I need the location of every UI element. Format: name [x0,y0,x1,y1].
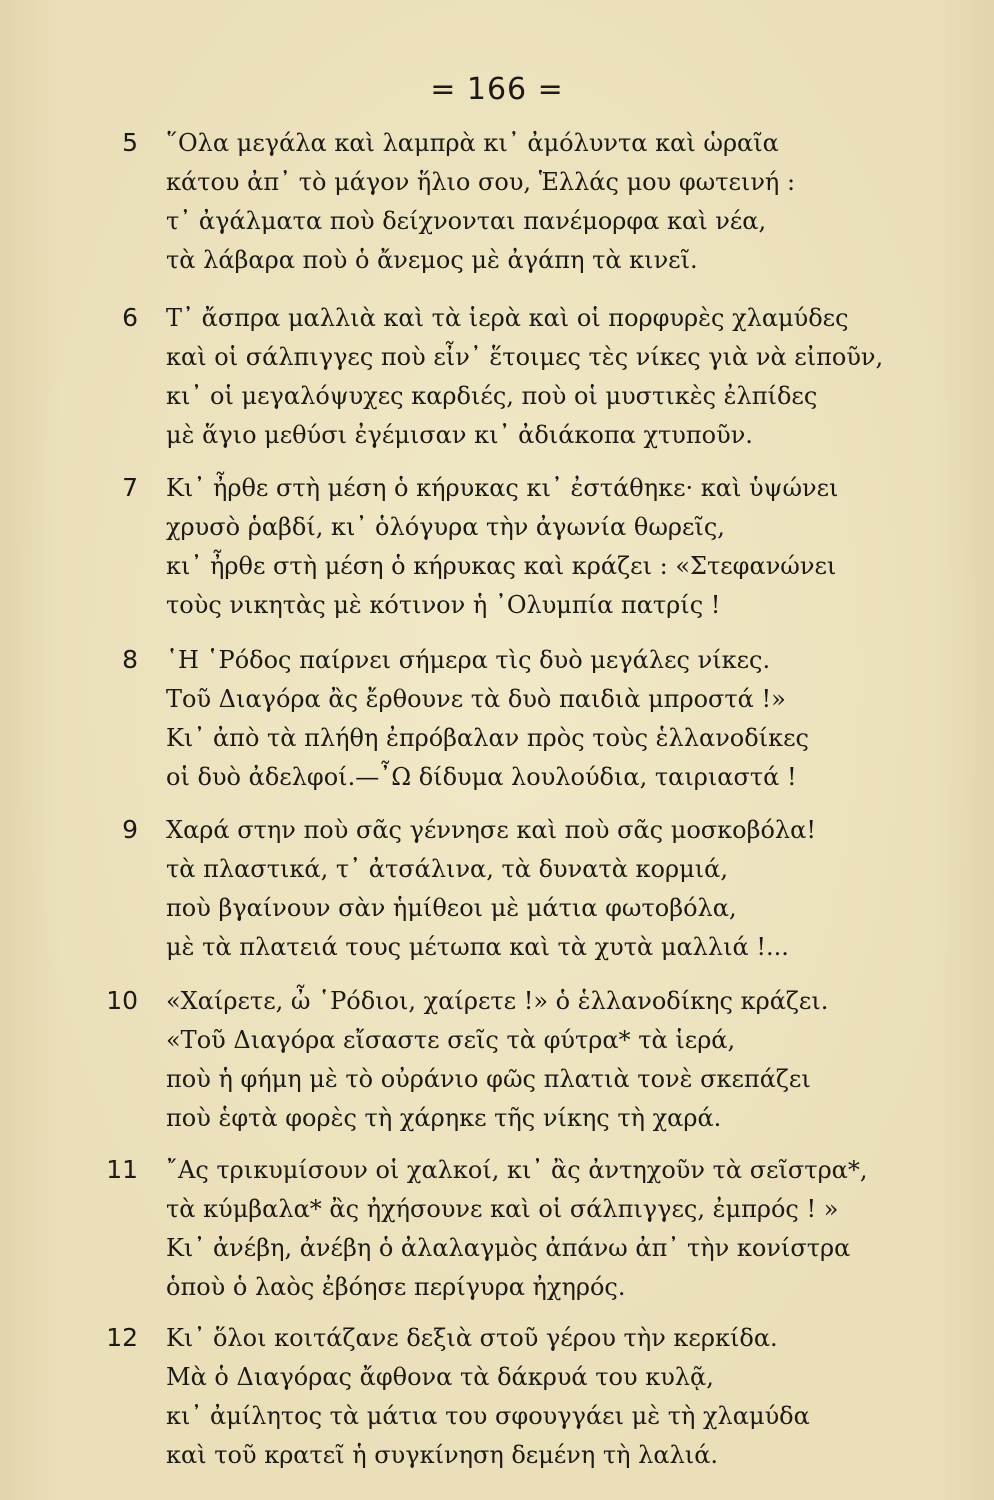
verse-line: Κι᾽ ὅλοι κοιτάζανε δεξιὰ στοῦ γέρου τὴν κερκίδα. [166,1324,778,1352]
verse-line: τὰ λάβαρα ποὺ ὁ ἄνεμος μὲ ἀγάπη τὰ κινεῖ. [166,246,698,274]
verse-line: τ᾽ ἀγάλματα ποὺ δείχνονται πανέμορφα καὶ νέα, [166,207,767,235]
stanza-number: 10 [106,986,138,1015]
verse-line: τοὺς νικητὰς μὲ κότινον ἡ ᾿Ολυμπία πατρίς ! [166,591,721,619]
verse-line: κι᾽ ἦρθε στὴ μέση ὁ κήρυκας καὶ κράζει : «Στεφανώνει [166,552,837,580]
verse-line: κι᾽ οἱ μεγαλόψυχες καρδιές, ποὺ οἱ μυστικὲς ἐλπίδες [166,382,818,410]
verse-line: καὶ τοῦ κρατεῖ ἡ συγκίνηση δεμένη τὴ λαλιά. [166,1441,719,1469]
verse-line: χρυσὸ ῥαβδί, κι᾽ ὁλόγυρα τὴν ἀγωνία θωρεῖς, [166,513,725,541]
stanza-number: 8 [122,645,138,674]
verse-line: Μὰ ὁ Διαγόρας ἄφθονα τὰ δάκρυά του κυλᾷ, [166,1363,714,1391]
stanza-number: 7 [122,473,138,502]
verse-line: τὰ κύμβαλα* ἂς ἠχήσουνε καὶ οἱ σάλπιγγες, ἐμπρός ! » [166,1195,839,1223]
verse-line: ὁποὺ ὁ λαὸς ἐβόησε περίγυρα ἠχηρός. [166,1273,626,1301]
verse-line: ποὺ ἑφτὰ φορὲς τὴ χάρηκε τῆς νίκης τὴ χαρά. [166,1104,722,1132]
stanza-number: 12 [106,1323,138,1352]
verse-line: Τοῦ Διαγόρα ἂς ἔρθουνε τὰ δυὸ παιδιὰ μπροστά !» [166,685,786,713]
stanza-number: 9 [122,815,138,844]
verse-line: μὲ τὰ πλατειά τους μέτωπα καὶ τὰ χυτὰ μαλλιά !... [166,933,789,961]
verse-line: ῞Ολα μεγάλα καὶ λαμπρὰ κι᾽ ἀμόλυντα καὶ ὡραῖα [166,129,779,157]
verse-line: «Χαίρετε, ὦ ῾Ρόδιοι, χαίρετε !» ὁ ἑλλανοδίκης κράζει. [166,987,829,1015]
verse-line: ῎Ας τρικυμίσουν οἱ χαλκοί, κι᾽ ἂς ἀντηχοῦν τὰ σεῖστρα*, [166,1156,868,1184]
verse-line: καὶ οἱ σάλπιγγες ποὺ εἶν᾽ ἕτοιμες τὲς νίκες γιὰ νὰ εἰποῦν, [166,343,884,371]
stanza-number: 6 [122,303,138,332]
verse-line: μὲ ἅγιο μεθύσι ἐγέμισαν κι᾽ ἀδιάκοπα χτυποῦν. [166,421,753,449]
verse-line: Τ᾽ ἄσπρα μαλλιὰ καὶ τὰ ἱερὰ καὶ οἱ πορφυρὲς χλαμύδες [166,304,849,332]
page-number: = 166 = [430,72,564,107]
verse-line: Κι᾽ ἀπὸ τὰ πλήθη ἐπρόβαλαν πρὸς τοὺς ἑλλανοδίκες [166,724,809,752]
verse-line: ῾Η ῾Ρόδος παίρνει σήμερα τὶς δυὸ μεγάλες νίκες. [166,646,771,674]
verse-line: «Τοῦ Διαγόρα εἴσαστε σεῖς τὰ φύτρα* τὰ ἱερά, [166,1026,736,1054]
verse-line: Χαρά στην ποὺ σᾶς γέννησε καὶ ποὺ σᾶς μοσκοβόλα! [166,816,816,844]
verse-line: τὰ πλαστικά, τ᾽ ἀτσάλινα, τὰ δυνατὰ κορμιά, [166,855,728,883]
verse-line: Κι᾽ ἀνέβη, ἀνέβη ὁ ἀλαλαγμὸς ἀπάνω ἀπ᾽ τὴν κονίστρα [166,1234,851,1262]
stanza-number: 11 [106,1155,138,1184]
verse-line: κάτου ἀπ᾽ τὸ μάγον ἥλιο σου, Ἑλλάς μου φωτεινή : [166,168,796,196]
verse-line: ποὺ ἡ φήμη μὲ τὸ οὐράνιο φῶς πλατιὰ τονὲ σκεπάζει [166,1065,811,1093]
verse-line: Κι᾽ ἦρθε στὴ μέση ὁ κήρυκας κι᾽ ἐστάθηκε· καὶ ὑψώνει [166,474,839,502]
verse-line: οἱ δυὸ ἀδελφοί.—῏Ω δίδυμα λουλούδια, ταιριαστά ! [166,763,797,791]
stanza-number: 5 [122,128,138,157]
verse-line: κι᾽ ἀμίλητος τὰ μάτια του σφουγγάει μὲ τὴ χλαμύδα [166,1402,810,1430]
verse-line: ποὺ βγαίνουν σὰν ἡμίθεοι μὲ μάτια φωτοβόλα, [166,894,737,922]
